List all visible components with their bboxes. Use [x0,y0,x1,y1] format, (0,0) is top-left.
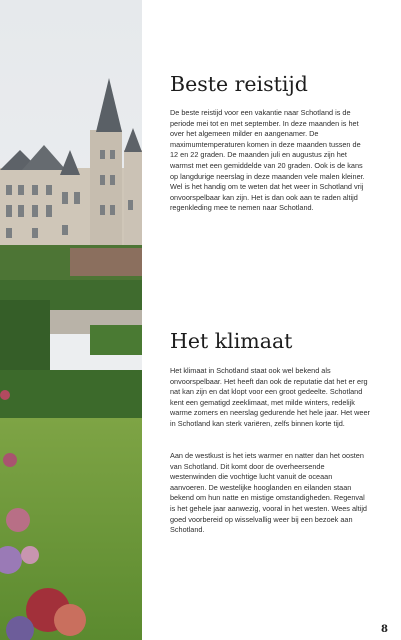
heading-beste-reistijd: Beste reistijd [170,72,308,96]
castle-garden-photo [0,0,142,640]
heading-het-klimaat: Het klimaat [170,329,293,353]
paragraph-klimaat-2: Aan de westkust is het iets warmer en natter dan het oosten van Schotland. Dit komt door de overheersende westenwinden die vochtige lucht vanuit de oceaan aanvoeren. De westelijke hooglanden en eilanden staan bekend om hun natte en mistige omstandigheden. Regenval is het gehele jaar aanwezig, vooral in het westen. Wees altijd goed voorbereid op wisselvallig weer bij een bezoek aan Schotland. [170,451,367,535]
paragraph-klimaat-1: Het klimaat in Schotland staat ook wel bekend als onvoorspelbaar. Het heeft dan ook de reputatie dat het er erg nat kan zijn en dat klopt voor een groot gedeelte. Schotland kent een gematigd zeeklimaat, met milde winters, redelijk warme zomers en neerslag gedurende het hele jaar. Het weer in Schotland kan sterk variëren, zelfs binnen korte tijd. [170,366,370,428]
paragraph-beste-reistijd: De beste reistijd voor een vakantie naar Schotland is de periode mei tot en met september. In deze maanden is het over het algemeen milder en aangenamer. De maximumtemperaturen komen in deze maanden tussen de 12 en 22 graden. De maanden juli en augustus zijn het warmst met een gemiddelde van 20 graden. Ook is de kans op langdurige neerslag in deze maanden vele malen kleiner. Wel is het handig om te weten dat het weer in Schotland vrij onvoorspelbaar kan zijn. Het is dan ook aan te raden altijd regenkleding mee te nemen naar Schotland. [170,108,365,213]
castle-illustration [0,0,142,640]
page-number: 8 [381,624,388,635]
